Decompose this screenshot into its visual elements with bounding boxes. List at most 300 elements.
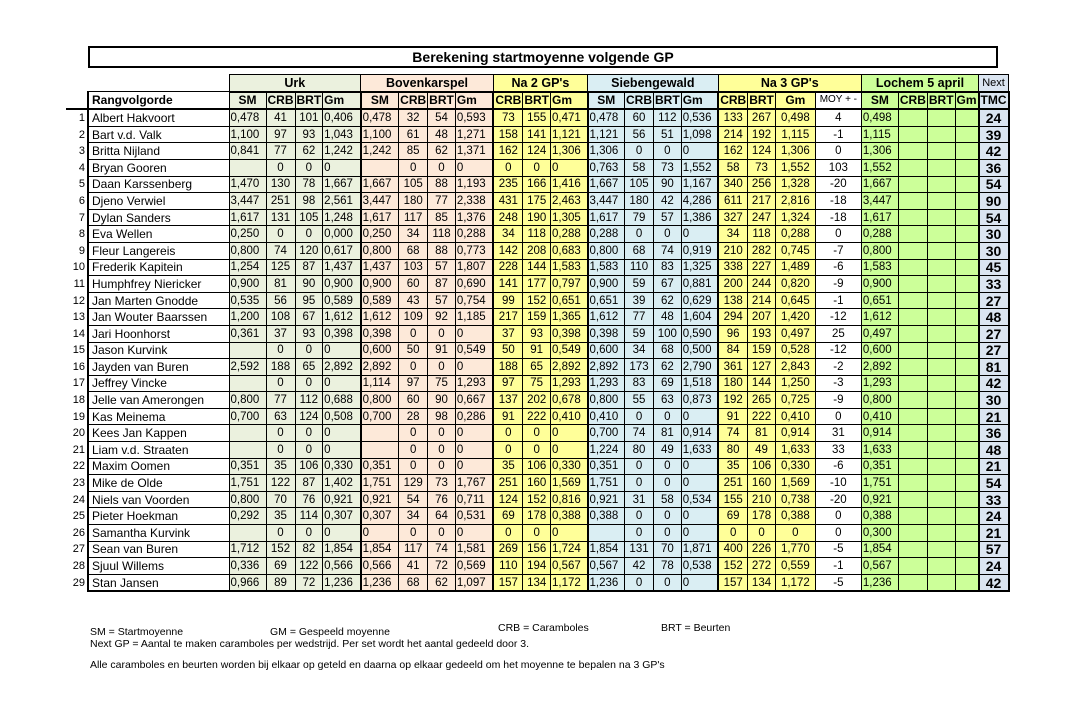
rank-number: 29 xyxy=(72,576,85,589)
table-cell: 0,531 xyxy=(455,508,493,525)
table-cell: 0,800 xyxy=(861,242,898,259)
footer-next-gp: Next GP = Aantal te maken caramboles per wedstrijd. Per set wordt het aantal gedeeld door 3. xyxy=(90,638,530,650)
table-cell: 0 xyxy=(295,159,323,176)
rank-number: 20 xyxy=(72,427,85,440)
table-cell: 0 xyxy=(295,442,323,459)
table-cell: 131 xyxy=(625,541,654,558)
table-cell xyxy=(229,342,266,359)
table-cell: 2,338 xyxy=(455,193,493,210)
table-cell: 0 xyxy=(455,325,493,342)
table-cell: 60 xyxy=(625,109,654,126)
tmc-cell: 81 xyxy=(979,359,1009,376)
rank-number: 16 xyxy=(72,360,85,373)
table-row xyxy=(66,342,1009,359)
table-cell: 57 xyxy=(654,209,682,226)
table-cell: 192 xyxy=(748,126,776,143)
rank-number: 21 xyxy=(72,443,85,456)
table-cell: 190 xyxy=(523,209,551,226)
table-cell xyxy=(898,558,927,575)
table-cell: 0,690 xyxy=(455,276,493,293)
table-cell xyxy=(955,375,979,392)
tmc-cell: 27 xyxy=(979,325,1009,342)
table-cell: 108 xyxy=(266,309,295,326)
table-cell: 0,914 xyxy=(681,425,718,442)
table-cell: 0,292 xyxy=(229,508,266,525)
table-cell: 4,286 xyxy=(681,193,718,210)
table-cell: 74 xyxy=(654,242,682,259)
table-cell: 0 xyxy=(625,508,654,525)
table-cell: 0 xyxy=(455,159,493,176)
tmc-cell: 36 xyxy=(979,159,1009,176)
table-cell: 0,497 xyxy=(861,325,898,342)
table-cell: 0 xyxy=(399,359,428,376)
table-cell: 124 xyxy=(748,143,776,160)
table-cell: 73 xyxy=(493,109,523,126)
table-cell: 1,236 xyxy=(588,574,625,591)
table-cell: 91 xyxy=(428,342,456,359)
table-cell: 0 xyxy=(654,574,682,591)
table-cell xyxy=(955,425,979,442)
table-cell: 0,800 xyxy=(588,242,625,259)
table-cell: 1,767 xyxy=(455,475,493,492)
table-cell: 72 xyxy=(428,558,456,575)
table-cell: 0,288 xyxy=(455,226,493,243)
table-cell: 228 xyxy=(493,259,523,276)
table-cell: -3 xyxy=(815,375,861,392)
table-cell: -12 xyxy=(815,309,861,326)
table-cell: 0,538 xyxy=(681,558,718,575)
table-cell: 133 xyxy=(718,109,748,126)
table-cell: 65 xyxy=(523,359,551,376)
table-cell: 112 xyxy=(295,392,323,409)
table-cell: 0,549 xyxy=(551,342,588,359)
table-cell: 82 xyxy=(295,541,323,558)
table-cell: 59 xyxy=(625,276,654,293)
table-cell: 100 xyxy=(654,325,682,342)
table-cell xyxy=(955,276,979,293)
table-cell xyxy=(927,325,955,342)
table-cell: 0,351 xyxy=(588,458,625,475)
table-cell: 0 xyxy=(625,143,654,160)
table-cell: 1,193 xyxy=(455,176,493,193)
table-cell xyxy=(927,309,955,326)
table-cell: 1,552 xyxy=(775,159,815,176)
table-cell: 0,800 xyxy=(361,242,399,259)
table-cell: 338 xyxy=(718,259,748,276)
tmc-cell: 27 xyxy=(979,342,1009,359)
table-cell: 0 xyxy=(323,425,361,442)
table-cell: 72 xyxy=(295,574,323,591)
startmoyenne-table xyxy=(66,74,1010,592)
table-cell: 0,330 xyxy=(551,458,588,475)
table-cell xyxy=(955,392,979,409)
table-cell: 80 xyxy=(625,442,654,459)
rank-number: 27 xyxy=(72,543,85,556)
table-cell: -20 xyxy=(815,176,861,193)
table-cell: 138 xyxy=(718,292,748,309)
table-cell: 0 xyxy=(681,408,718,425)
sheet-title: Berekening startmoyenne volgende GP xyxy=(88,46,998,68)
table-cell: 0,388 xyxy=(551,508,588,525)
table-cell xyxy=(898,442,927,459)
rank-number: 5 xyxy=(78,178,85,191)
table-cell xyxy=(229,375,266,392)
table-cell: 0 xyxy=(399,159,428,176)
table-cell xyxy=(955,126,979,143)
table-cell: 0,589 xyxy=(323,292,361,309)
table-cell: 110 xyxy=(625,259,654,276)
table-cell: 0 xyxy=(399,325,428,342)
table-cell xyxy=(927,193,955,210)
table-cell: 0 xyxy=(455,525,493,542)
table-cell: 1,271 xyxy=(455,126,493,143)
table-cell: 118 xyxy=(748,226,776,243)
table-cell: 134 xyxy=(748,574,776,591)
table-cell: 1,583 xyxy=(861,259,898,276)
table-cell: 3,447 xyxy=(229,193,266,210)
tmc-cell: 42 xyxy=(979,375,1009,392)
player-name: Sean van Buren xyxy=(88,541,229,558)
rank-number: 25 xyxy=(72,510,85,523)
table-cell: 611 xyxy=(718,193,748,210)
table-cell xyxy=(955,209,979,226)
table-cell: 2,892 xyxy=(361,359,399,376)
table-cell: 1,770 xyxy=(775,541,815,558)
table-cell: 157 xyxy=(718,574,748,591)
table-cell: 222 xyxy=(748,408,776,425)
table-cell: 124 xyxy=(295,408,323,425)
table-cell: 222 xyxy=(523,408,551,425)
table-cell: 217 xyxy=(748,193,776,210)
table-row xyxy=(66,475,1009,492)
table-cell: 217 xyxy=(493,309,523,326)
footer-crb: CRB = Caramboles xyxy=(498,622,589,634)
column-header: SM xyxy=(229,92,266,110)
table-cell: 0,800 xyxy=(229,491,266,508)
table-cell: 97 xyxy=(266,126,295,143)
table-cell: 1,167 xyxy=(681,176,718,193)
table-cell: 1,043 xyxy=(323,126,361,143)
table-row xyxy=(66,309,1009,326)
table-cell: 62 xyxy=(654,359,682,376)
group-next: Next xyxy=(979,75,1009,92)
table-cell: 129 xyxy=(399,475,428,492)
table-cell: 106 xyxy=(523,458,551,475)
tmc-cell: 24 xyxy=(979,508,1009,525)
player-name: Jason Kurvink xyxy=(88,342,229,359)
table-cell: 0,388 xyxy=(588,508,625,525)
column-header: Gm xyxy=(323,92,361,110)
table-cell xyxy=(898,226,927,243)
table-cell: 1,248 xyxy=(323,209,361,226)
table-cell: 244 xyxy=(748,276,776,293)
table-cell: 0,921 xyxy=(361,491,399,508)
tmc-cell: 33 xyxy=(979,276,1009,293)
rank-number: 24 xyxy=(72,493,85,506)
table-cell: 2,790 xyxy=(681,359,718,376)
table-cell: 0 xyxy=(266,375,295,392)
table-cell: 41 xyxy=(399,558,428,575)
table-cell: 64 xyxy=(428,508,456,525)
table-cell: 1,097 xyxy=(455,574,493,591)
player-name: Samantha Kurvink xyxy=(88,525,229,542)
table-cell: 65 xyxy=(295,359,323,376)
table-cell xyxy=(898,109,927,126)
table-cell: -1 xyxy=(815,292,861,309)
table-cell: 0 xyxy=(399,458,428,475)
rank-number: 26 xyxy=(72,526,85,539)
table-body xyxy=(66,109,1009,591)
table-cell: 1,854 xyxy=(861,541,898,558)
table-cell: 37 xyxy=(493,325,523,342)
table-cell xyxy=(898,392,927,409)
table-cell xyxy=(955,309,979,326)
table-cell: 1,420 xyxy=(775,309,815,326)
table-cell xyxy=(898,276,927,293)
table-cell: 0 xyxy=(681,508,718,525)
player-name: Albert Hakvoort xyxy=(88,109,229,126)
table-cell: 193 xyxy=(748,325,776,342)
rank-number: 19 xyxy=(72,410,85,423)
column-header: CRB xyxy=(626,93,653,108)
table-cell: 49 xyxy=(654,442,682,459)
tmc-cell: 57 xyxy=(979,541,1009,558)
table-cell: 131 xyxy=(266,209,295,226)
table-cell: 248 xyxy=(493,209,523,226)
column-header: Gm xyxy=(551,92,588,110)
table-cell: 188 xyxy=(493,359,523,376)
table-cell: 160 xyxy=(748,475,776,492)
table-cell: 34 xyxy=(399,508,428,525)
table-cell: 192 xyxy=(718,392,748,409)
table-row xyxy=(66,292,1009,309)
column-header: CRB xyxy=(267,93,294,108)
table-cell: 155 xyxy=(523,109,551,126)
table-cell: 76 xyxy=(295,491,323,508)
rank-number: 11 xyxy=(73,277,85,290)
table-cell xyxy=(229,159,266,176)
table-cell: 1,712 xyxy=(229,541,266,558)
table-cell xyxy=(927,126,955,143)
table-cell: 60 xyxy=(399,276,428,293)
table-cell: 272 xyxy=(748,558,776,575)
table-cell: 1,200 xyxy=(229,309,266,326)
table-cell xyxy=(927,392,955,409)
table-cell: 1,185 xyxy=(455,309,493,326)
tmc-cell: 54 xyxy=(979,176,1009,193)
table-cell: 43 xyxy=(399,292,428,309)
tmc-cell: 30 xyxy=(979,242,1009,259)
column-header: Gm xyxy=(775,92,815,110)
table-cell: 28 xyxy=(399,408,428,425)
table-cell: 152 xyxy=(523,292,551,309)
table-cell: 400 xyxy=(718,541,748,558)
table-cell: 93 xyxy=(295,126,323,143)
table-cell: 1,667 xyxy=(861,176,898,193)
table-cell: 91 xyxy=(718,408,748,425)
table-cell: 0,559 xyxy=(775,558,815,575)
table-cell: 1,470 xyxy=(229,176,266,193)
table-row xyxy=(66,408,1009,425)
table-cell: 85 xyxy=(399,143,428,160)
table-cell: 110 xyxy=(493,558,523,575)
table-cell: 1,854 xyxy=(323,541,361,558)
table-cell: 2,892 xyxy=(551,359,588,376)
table-cell xyxy=(898,242,927,259)
table-cell: 0,330 xyxy=(775,458,815,475)
table-cell: 88 xyxy=(428,242,456,259)
table-cell: 0,497 xyxy=(775,325,815,342)
table-cell: 1,751 xyxy=(229,475,266,492)
table-cell: 0 xyxy=(295,342,323,359)
table-cell: 0,398 xyxy=(551,325,588,342)
table-cell: 0,567 xyxy=(551,558,588,575)
tmc-cell: 45 xyxy=(979,259,1009,276)
table-cell: 34 xyxy=(625,342,654,359)
table-cell: 0,841 xyxy=(229,143,266,160)
table-cell: 177 xyxy=(523,276,551,293)
table-cell: 1,242 xyxy=(323,143,361,160)
table-cell: 0 xyxy=(654,508,682,525)
table-row xyxy=(66,392,1009,409)
table-cell: 1,328 xyxy=(775,176,815,193)
player-name: Bart v.d. Valk xyxy=(88,126,229,143)
table-cell: 0,921 xyxy=(323,491,361,508)
table-cell: 91 xyxy=(493,408,523,425)
table-cell: 0 xyxy=(266,226,295,243)
table-cell: -10 xyxy=(815,475,861,492)
rank-number: 14 xyxy=(72,327,85,340)
table-cell: 214 xyxy=(748,292,776,309)
table-cell: 0,535 xyxy=(229,292,266,309)
table-cell: 156 xyxy=(523,541,551,558)
table-cell: 0 xyxy=(681,475,718,492)
table-cell: 81 xyxy=(654,425,682,442)
table-cell: 48 xyxy=(428,126,456,143)
table-cell: 1,612 xyxy=(361,309,399,326)
table-cell: 1,325 xyxy=(681,259,718,276)
table-cell: 37 xyxy=(266,325,295,342)
table-cell: 1,489 xyxy=(775,259,815,276)
tmc-cell: 39 xyxy=(979,126,1009,143)
table-cell: 70 xyxy=(266,491,295,508)
table-cell: 63 xyxy=(266,408,295,425)
table-cell: 0 xyxy=(625,475,654,492)
table-cell: 90 xyxy=(428,392,456,409)
column-header: SM xyxy=(588,92,625,110)
table-cell: 157 xyxy=(493,574,523,591)
group-na2: Na 2 GP's xyxy=(493,75,587,92)
table-cell: 1,224 xyxy=(588,442,625,459)
table-cell: 109 xyxy=(399,309,428,326)
table-cell xyxy=(898,408,927,425)
table-cell: 62 xyxy=(295,143,323,160)
table-cell: 0,651 xyxy=(551,292,588,309)
player-name: Jan Wouter Baarssen xyxy=(88,309,229,326)
table-cell: 0 xyxy=(681,525,718,542)
table-cell: 0,361 xyxy=(229,325,266,342)
table-cell: 0 xyxy=(815,525,861,542)
table-cell: 0,536 xyxy=(681,109,718,126)
table-cell: 117 xyxy=(399,541,428,558)
table-cell: 159 xyxy=(523,309,551,326)
table-cell: 42 xyxy=(625,558,654,575)
table-cell: 118 xyxy=(523,226,551,243)
table-cell: 79 xyxy=(625,209,654,226)
table-cell: 1,115 xyxy=(861,126,898,143)
table-cell: 0,471 xyxy=(551,109,588,126)
table-cell: 226 xyxy=(748,541,776,558)
table-cell: 1,569 xyxy=(775,475,815,492)
table-cell: 41 xyxy=(266,109,295,126)
table-cell: 0,330 xyxy=(323,458,361,475)
table-cell: 142 xyxy=(493,242,523,259)
table-row xyxy=(66,226,1009,243)
table-cell: 77 xyxy=(428,193,456,210)
table-cell: 0,700 xyxy=(361,408,399,425)
table-cell: 58 xyxy=(625,159,654,176)
tmc-cell: 90 xyxy=(979,193,1009,210)
table-cell: 175 xyxy=(523,193,551,210)
table-cell: 0,900 xyxy=(588,276,625,293)
table-cell: 73 xyxy=(428,475,456,492)
table-cell xyxy=(955,558,979,575)
table-cell: 1,854 xyxy=(588,541,625,558)
table-cell: 207 xyxy=(748,309,776,326)
table-cell: 0,745 xyxy=(775,242,815,259)
table-cell: 208 xyxy=(523,242,551,259)
table-cell: 67 xyxy=(295,309,323,326)
table-cell: 0,288 xyxy=(588,226,625,243)
table-cell xyxy=(927,475,955,492)
table-cell: 0 xyxy=(266,525,295,542)
table-cell: 152 xyxy=(523,491,551,508)
table-cell: 124 xyxy=(523,143,551,160)
table-cell: 1,115 xyxy=(775,126,815,143)
table-cell: 180 xyxy=(399,193,428,210)
table-cell: 58 xyxy=(718,159,748,176)
table-cell: 75 xyxy=(428,375,456,392)
table-cell: 144 xyxy=(523,259,551,276)
table-cell: 42 xyxy=(654,193,682,210)
table-cell: 0,683 xyxy=(551,242,588,259)
table-cell xyxy=(898,525,927,542)
table-cell: 0,754 xyxy=(455,292,493,309)
table-cell: 162 xyxy=(493,143,523,160)
table-cell: 0 xyxy=(654,458,682,475)
table-cell: 56 xyxy=(266,292,295,309)
table-cell: 0 xyxy=(775,525,815,542)
table-cell: 25 xyxy=(815,325,861,342)
table-cell xyxy=(955,574,979,591)
table-cell: 0 xyxy=(493,159,523,176)
table-cell: 144 xyxy=(748,375,776,392)
table-cell xyxy=(898,342,927,359)
table-cell xyxy=(927,525,955,542)
table-cell: 51 xyxy=(654,126,682,143)
table-cell: 1,236 xyxy=(861,574,898,591)
table-cell: 0,528 xyxy=(775,342,815,359)
table-cell: 137 xyxy=(493,392,523,409)
table-row xyxy=(66,458,1009,475)
table-cell: 76 xyxy=(428,491,456,508)
table-cell xyxy=(927,276,955,293)
table-cell: 0 xyxy=(718,525,748,542)
column-header: BRT xyxy=(524,93,550,108)
table-cell: 0,700 xyxy=(588,425,625,442)
table-cell: 0,914 xyxy=(775,425,815,442)
table-cell: 69 xyxy=(493,508,523,525)
